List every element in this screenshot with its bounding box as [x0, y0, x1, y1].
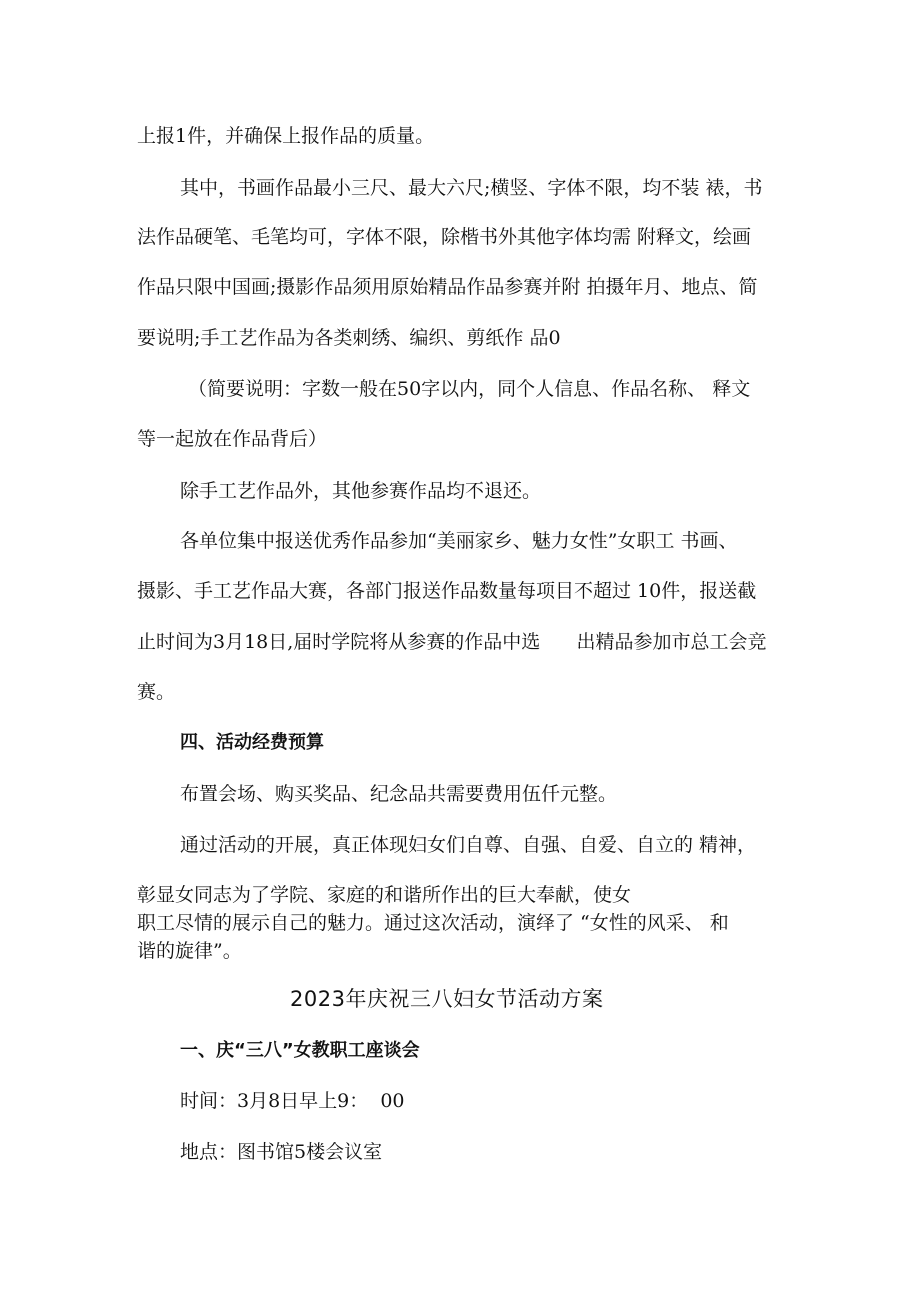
paragraph-line: 上报1件，并确保上报作品的质量。	[137, 125, 435, 147]
section-heading: 四、活动经费预算	[180, 732, 324, 753]
document-title: 2023年庆祝三八妇女节活动方案	[290, 987, 604, 1011]
event-time: 时间：3月8日早上9： 00	[180, 1090, 405, 1112]
paragraph-line: 等一起放在作品背后）	[137, 428, 328, 450]
paragraph-line: 其中，书画作品最小三尺、最大六尺;横竖、字体不限，均不装 裱，书	[180, 177, 763, 199]
event-place: 地点：图书馆5楼会议室	[180, 1141, 383, 1163]
paragraph-line: 职工尽情的展示自己的魅力。通过这次活动，演绎了 “女性的风采、 和	[137, 912, 729, 934]
paragraph-line: 各单位集中报送优秀作品参加“美丽家乡、魅力女性”女职工 书画、	[180, 530, 738, 552]
paragraph-line: 作品只限中国画;摄影作品须用原始精品作品参赛并附 拍摄年月、地点、简	[137, 276, 758, 298]
paragraph-line: 摄影、手工艺作品大赛，各部门报送作品数量每项目不超过 10件，报送截	[137, 580, 757, 602]
paragraph-line: 除手工艺作品外，其他参赛作品均不退还。	[180, 480, 542, 502]
paragraph-line: 通过活动的开展，真正体现妇女们自尊、自强、自爱、自立的 精神，	[180, 834, 757, 856]
paragraph-line: 布置会场、购买奖品、纪念品共需要费用伍仟元整。	[180, 783, 618, 805]
section-heading: 一、庆“三八”女教职工座谈会	[180, 1040, 420, 1061]
paragraph-line: 止时间为3月18日,届时学院将从参赛的作品中选 出精品参加市总工会竞	[137, 631, 767, 653]
paragraph-line: 要说明;手工艺作品为各类刺绣、编织、剪纸作 品0	[137, 327, 561, 349]
paragraph-line: 赛。	[137, 681, 176, 703]
paragraph-line: 彰显女同志为了学院、家庭的和谐所作出的巨大奉献，使女	[137, 884, 632, 906]
paragraph-line: 谐的旋律”。	[137, 940, 242, 962]
paragraph-line: 法作品硬笔、毛笔均可，字体不限，除楷书外其他字体均需 附释文，绘画	[137, 226, 752, 248]
paragraph-line: （简要说明：字数一般在50字以内，同个人信息、作品名称、 释文	[188, 378, 751, 400]
